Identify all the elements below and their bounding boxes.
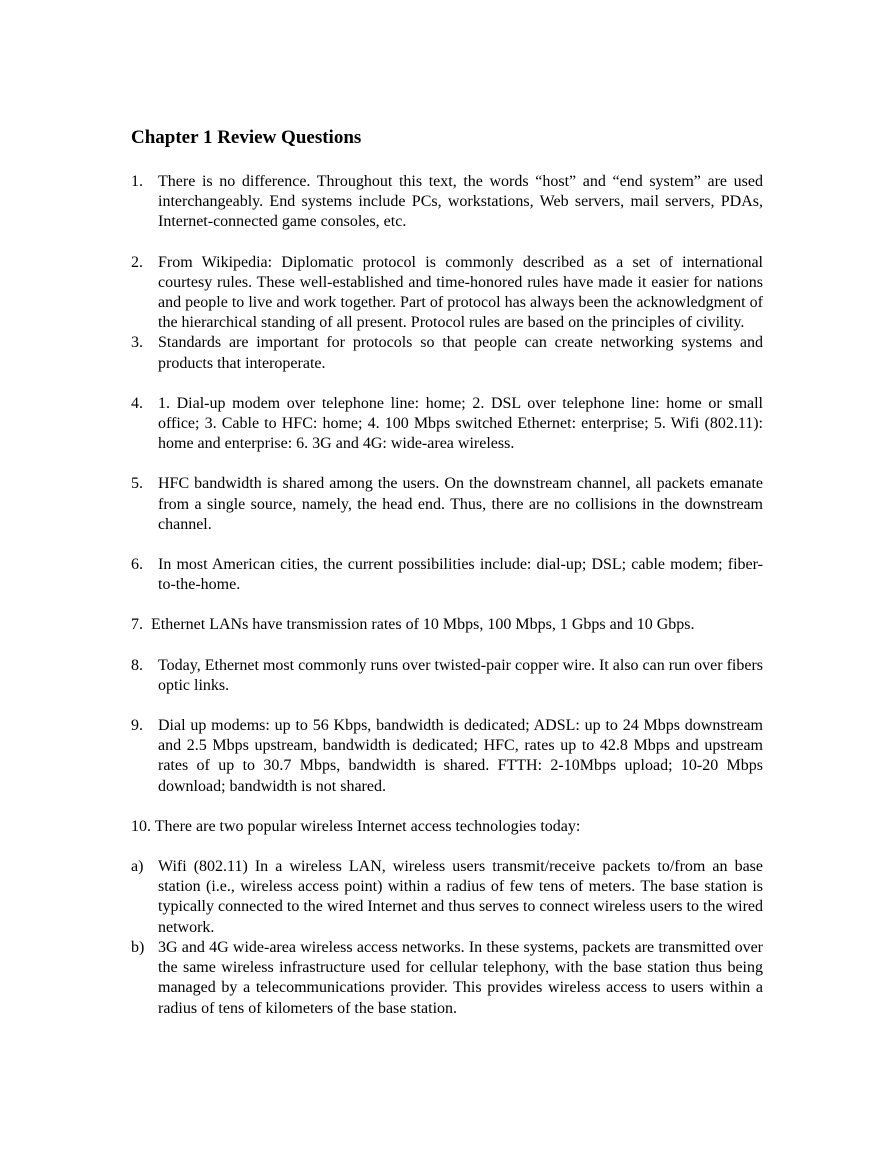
item-text: From Wikipedia: Diplomatic protocol is commonly described as a set of international courtesy rules. These well-established and time-honored rules have made it easier for nations and people to live and work together. Part of protocol has always been the acknowledgment of the hierarchical standing of all present. Protocol rules are based on the principles of civility. bbox=[158, 253, 763, 332]
item-text: In most American cities, the current possibilities include: dial-up; DSL; cable modem; fiber-to-the-home. bbox=[158, 556, 763, 594]
item-text: Standards are important for protocols so that people can create networking systems and products that interoperate. bbox=[158, 334, 763, 372]
item-text: 3G and 4G wide-area wireless access networks. In these systems, packets are transmitted over the same wireless infrastructure used for cellular telephony, with the base station thus being managed by a telecommunications provider. This provides wireless access to users within a radius of tens of kilometers of the base station. bbox=[158, 938, 763, 1017]
spacer bbox=[131, 535, 763, 555]
spacer bbox=[131, 233, 763, 253]
item-text: There is no difference. Throughout this text, the words “host” and “end system” are used interchangeably. End systems include PCs, workstations, Web servers, mail servers, PDAs, Internet-connected game consoles, etc. bbox=[158, 173, 763, 231]
spacer bbox=[131, 696, 763, 716]
item-text: 1. Dial-up modem over telephone line: home; 2. DSL over telephone line: home or small office; 3. Cable to HFC: home; 4. 100 Mbps switched Ethernet: enterprise; 5. Wifi (802.11): home and enterprise: 6. 3G and 4G: wide-area wireless. bbox=[158, 394, 763, 453]
item-number: 10. bbox=[131, 817, 151, 835]
answer-item-5 bbox=[131, 474, 763, 535]
item-number: 5. bbox=[131, 475, 143, 493]
item-number: 8. bbox=[131, 656, 143, 674]
item-number: 7. bbox=[131, 616, 143, 634]
item-number: 2. bbox=[131, 253, 143, 271]
answer-item-4 bbox=[131, 394, 763, 455]
answer-item-a bbox=[131, 857, 763, 938]
answer-item-3 bbox=[131, 333, 763, 373]
item-text: HFC bandwidth is shared among the users. On the downstream channel, all packets emanate from a single source, namely, the head end. Thus, there are no collisions in the downstream channel. bbox=[158, 475, 763, 533]
answer-item-2 bbox=[131, 253, 763, 334]
spacer bbox=[131, 374, 763, 394]
document-page bbox=[131, 126, 763, 1019]
spacer bbox=[131, 454, 763, 474]
answer-item-1 bbox=[131, 172, 763, 233]
item-letter: b) bbox=[131, 938, 145, 956]
item-number: 4. bbox=[131, 394, 143, 412]
item-text: Dial up modems: up to 56 Kbps, bandwidth is dedicated; ADSL: up to 24 Mbps downstream and 2.5 Mbps upstream, bandwidth is dedicated; HFC, rates up to 42.8 Mbps and upstream rates of up to 30.7 Mbps, bandwidth is shared. FTTH: 2-10Mbps upload; 10-20 Mbps download; bandwidth is not shared. bbox=[158, 717, 763, 795]
item-number: 6. bbox=[131, 556, 143, 574]
item-number: 1. bbox=[131, 173, 143, 190]
answer-item-7 bbox=[131, 615, 763, 635]
page-title: Chapter 1 Review Questions bbox=[131, 127, 362, 148]
answer-item-9 bbox=[131, 716, 763, 797]
item-letter: a) bbox=[131, 858, 144, 876]
spacer bbox=[131, 837, 763, 857]
item-text: Today, Ethernet most commonly runs over twisted-pair copper wire. It also can run over fibers optic links. bbox=[158, 656, 763, 694]
item-number: 3. bbox=[131, 334, 143, 352]
item-text: There are two popular wireless Internet access technologies today: bbox=[154, 817, 581, 835]
item-text: Wifi (802.11) In a wireless LAN, wireless users transmit/receive packets to/from an base station (i.e., wireless access point) within a radius of few tens of meters. The base station is typically connected to the wired Internet and thus serves to connect wireless users to the wired network. bbox=[158, 858, 763, 936]
answer-item-6 bbox=[131, 555, 763, 595]
spacer bbox=[131, 797, 763, 817]
answer-list bbox=[131, 172, 763, 1019]
answer-item-10 bbox=[131, 817, 763, 837]
spacer bbox=[131, 595, 763, 615]
spacer bbox=[131, 636, 763, 656]
answer-item-8 bbox=[131, 656, 763, 696]
item-text: Ethernet LANs have transmission rates of 10 Mbps, 100 Mbps, 1 Gbps and 10 Gbps. bbox=[151, 616, 695, 634]
answer-item-b bbox=[131, 938, 763, 1019]
item-number: 9. bbox=[131, 717, 143, 735]
